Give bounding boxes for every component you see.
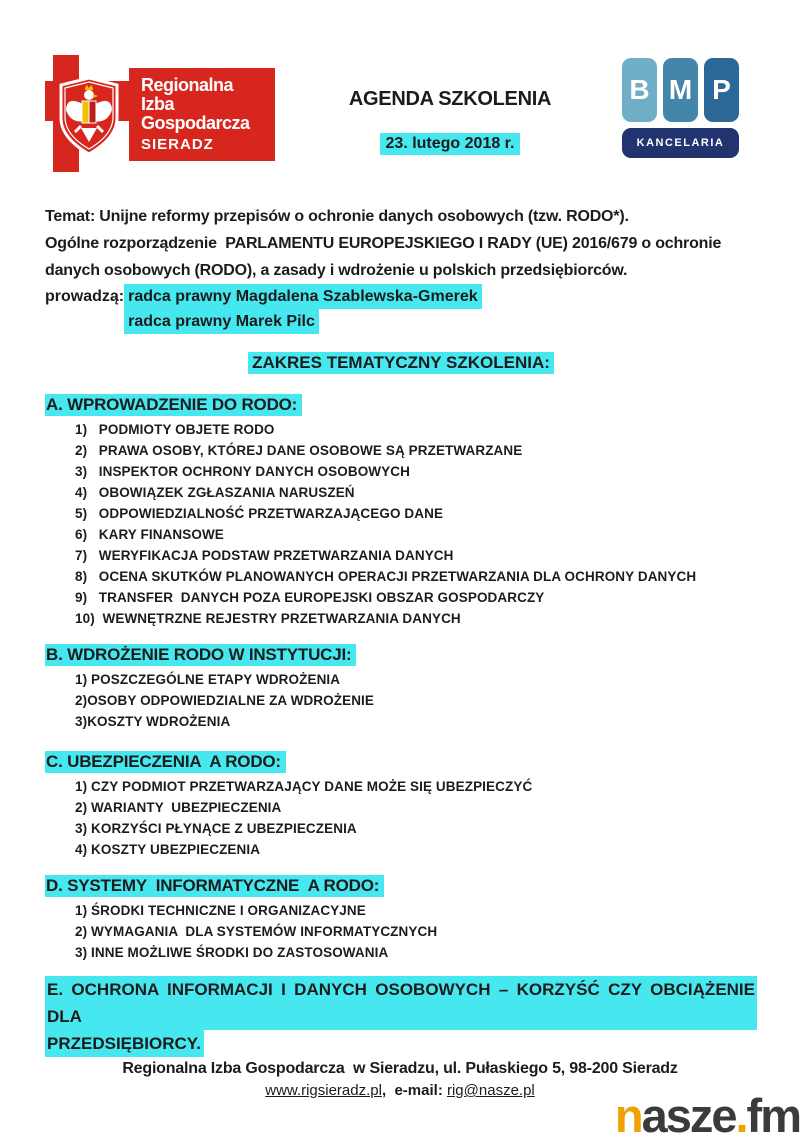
section-d-list — [45, 900, 757, 963]
naszefm-logo-asze: asze — [641, 1089, 736, 1141]
section-b-list — [45, 669, 757, 732]
list-item: 10) WEWNĘTRZNE REJESTRY PRZETWARZANIA DANYCH — [75, 611, 461, 626]
header-center — [330, 88, 570, 155]
rig-logo-city: SIERADZ — [141, 135, 214, 153]
intro-topic: Temat: Unijne reformy przepisów o ochronie danych osobowych (tzw. RODO*). — [45, 208, 629, 225]
list-item: 3)KOSZTY WDROŻENIA — [75, 714, 231, 729]
bmp-letter-b: B — [622, 58, 657, 122]
email-link[interactable]: rig@nasze.pl — [446, 1082, 535, 1099]
list-item: 3) INNE MOŻLIWE ŚRODKI DO ZASTOSOWANIA — [75, 945, 389, 960]
list-item: 5) ODPOWIEDZIALNOŚĆ PRZETWARZAJĄCEGO DANE — [75, 506, 444, 521]
naszefm-logo — [614, 1089, 800, 1141]
rig-logo-text-block — [129, 68, 275, 161]
section-a-list — [45, 419, 757, 629]
list-item: 8) OCENA SKUTKÓW PLANOWANYCH OPERACJI PRZETWARZANIA DLA OCHRONY DANYCH — [75, 569, 697, 584]
bmp-letter-tiles — [622, 58, 744, 122]
email-label: e-mail: — [394, 1082, 447, 1099]
list-item: 4) KOSZTY UBEZPIECZENIA — [75, 842, 261, 857]
section-b-heading: B. WDROŻENIE RODO W INSTYTUCJI: — [45, 644, 356, 666]
bmp-letter-p: P — [704, 58, 739, 122]
presenter-name: radca prawny Magdalena Szablewska-Gmerek — [124, 284, 481, 309]
website-link[interactable]: www.rigsieradz.pl — [265, 1082, 382, 1099]
section-c-list — [45, 776, 757, 860]
list-item: 7) WERYFIKACJA PODSTAW PRZETWARZANIA DANYCH — [75, 548, 454, 563]
list-item: 9) TRANSFER DANYCH POZA EUROPEJSKI OBSZAR GOSPODARCZY — [75, 590, 545, 605]
list-item: 2)OSOBY ODPOWIEDZIALNE ZA WDROŻENIE — [75, 693, 375, 708]
list-item: 1) POSZCZEGÓLNE ETAPY WDROŻENIA — [75, 672, 341, 687]
eagle-crest-icon — [57, 76, 121, 156]
intro-regulation-line1: Ogólne rozporządzenie PARLAMENTU EUROPEJSKIEGO I RADY (UE) 2016/679 o ochronie — [45, 235, 722, 252]
link-separator: , — [381, 1082, 395, 1099]
section-e — [45, 976, 757, 1057]
list-item: 6) KARY FINANSOWE — [75, 527, 224, 542]
list-item: 2) WYMAGANIA DLA SYSTEMÓW INFORMATYCZNYCH — [75, 924, 438, 939]
section-d — [45, 875, 757, 963]
footer-address: Regionalna Izba Gospodarcza w Sieradzu, ul. Pułaskiego 5, 98-200 Sieradz — [122, 1060, 678, 1077]
presenter-list — [124, 284, 481, 334]
intro-regulation-line2: danych osobowych (RODO), a zasady i wdrożenie u polskich przedsiębiorców. — [45, 262, 628, 279]
section-c-heading: C. UBEZPIECZENIA A RODO: — [45, 751, 286, 773]
page-title: AGENDA SZKOLENIA — [348, 88, 552, 110]
list-item: 2) WARIANTY UBEZPIECZENIA — [75, 800, 282, 815]
rig-logo-line: Izba — [141, 93, 175, 114]
bmp-kancelaria-logo — [622, 58, 744, 158]
list-item: 1) CZY PODMIOT PRZETWARZAJĄCY DANE MOŻE SIĘ UBEZPIECZYĆ — [75, 779, 533, 794]
section-e-heading-line2: PRZEDSIĘBIORCY. — [45, 1030, 757, 1057]
section-c — [45, 751, 757, 860]
list-item: 3) KORZYŚCI PŁYNĄCE Z UBEZPIECZENIA — [75, 821, 357, 836]
list-item: 2) PRAWA OSOBY, KTÓREJ DANE OSOBOWE SĄ PRZETWARZANE — [75, 443, 523, 458]
section-a-heading: A. WPROWADZENIE DO RODO: — [45, 394, 302, 416]
section-b — [45, 644, 757, 732]
rig-sieradz-logo — [45, 55, 275, 172]
section-e-heading-line1: E. OCHRONA INFORMACJI I DANYCH OSOBOWYCH – KORZYŚĆ CZY OBCIĄŻENIE DLA — [45, 976, 757, 1030]
list-item: 1) ŚRODKI TECHNICZNE I ORGANIZACYJNE — [75, 903, 366, 918]
naszefm-logo-dot: . — [735, 1089, 747, 1141]
bmp-letter-m: M — [663, 58, 698, 122]
presenter-name: radca prawny Marek Pilc — [124, 309, 319, 334]
agenda-title: ZAKRES TEMATYCZNY SZKOLENIA: — [248, 352, 554, 374]
rig-logo-line: Regionalna — [141, 74, 234, 95]
naszefm-logo-n: n — [614, 1089, 642, 1141]
presenters-label: prowadzą: — [45, 288, 125, 305]
section-a — [45, 394, 757, 629]
training-date: 23. lutego 2018 r. — [380, 133, 521, 155]
naszefm-logo-fm: fm — [746, 1089, 800, 1141]
presenters-row — [45, 284, 757, 334]
document-body — [45, 203, 757, 1057]
agenda-title-row — [45, 352, 757, 374]
list-item: 4) OBOWIĄZEK ZGŁASZANIA NARUSZEŃ — [75, 485, 355, 500]
kancelaria-badge: KANCELARIA — [622, 128, 739, 158]
list-item: 3) INSPEKTOR OCHRONY DANYCH OSOBOWYCH — [75, 464, 410, 479]
list-item: 1) PODMIOTY OBJETE RODO — [75, 422, 275, 437]
section-d-heading: D. SYSTEMY INFORMATYCZNE A RODO: — [45, 875, 384, 897]
rig-logo-line: Gospodarcza — [141, 112, 250, 133]
